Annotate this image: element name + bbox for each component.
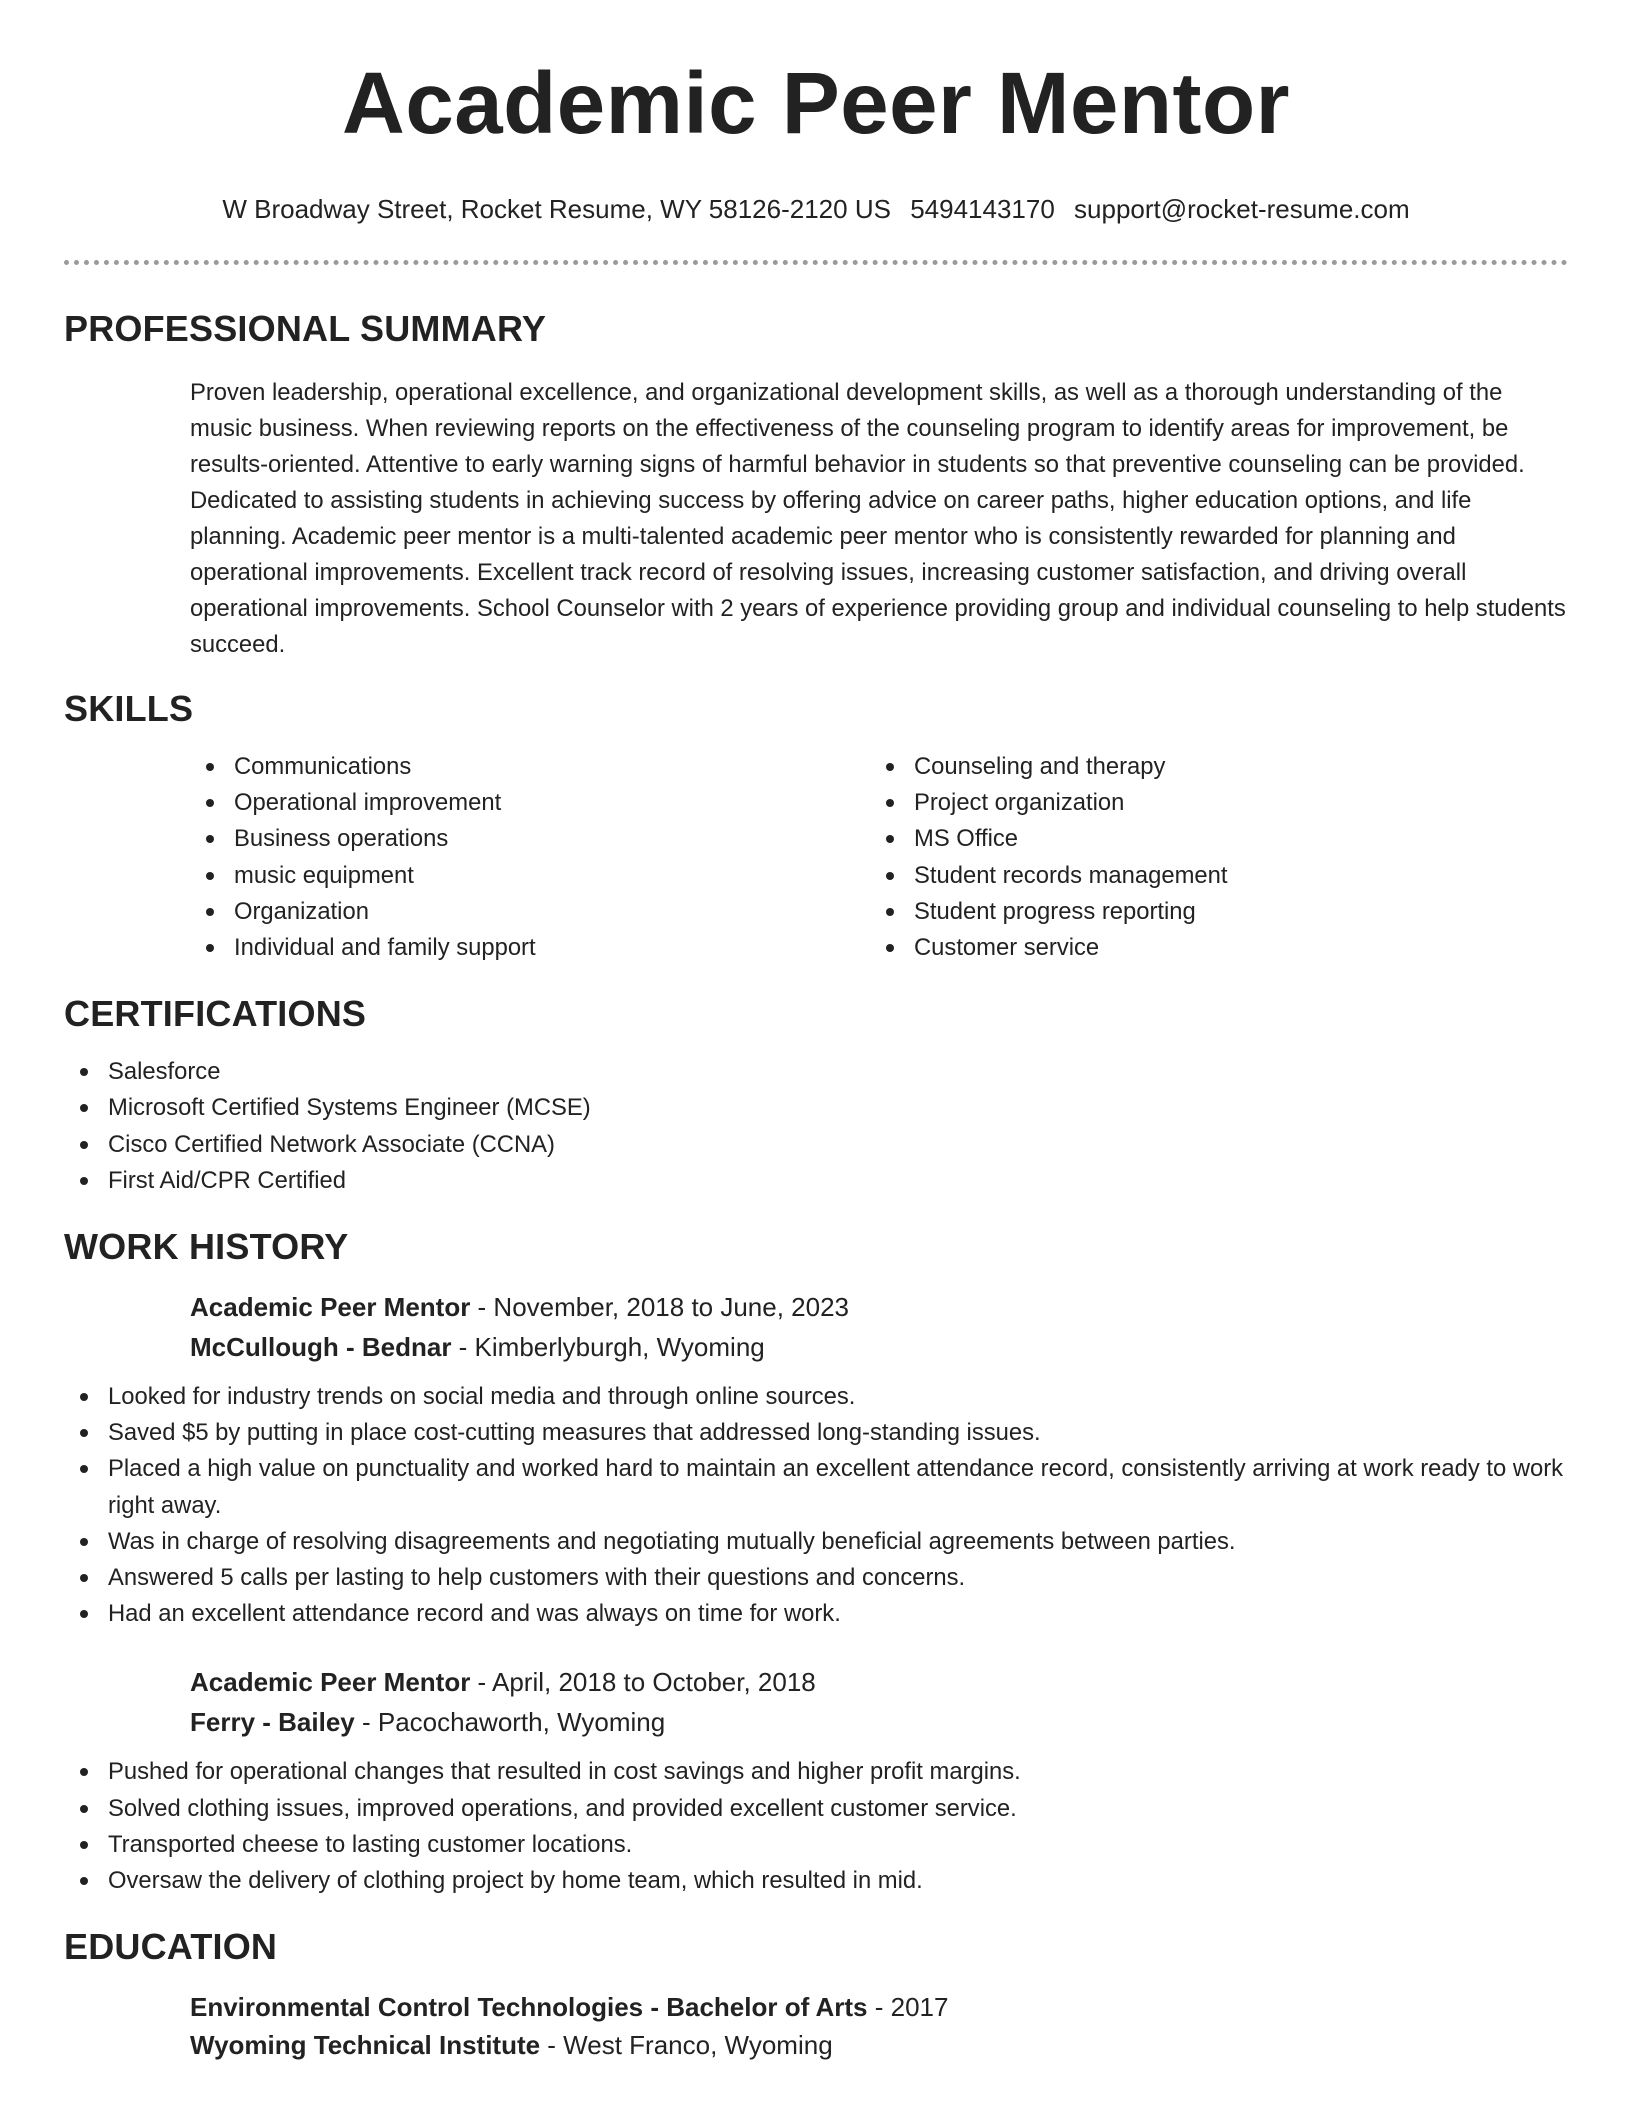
resume-page xyxy=(64,0,1568,2063)
certification-item: Microsoft Certified Systems Engineer (MCSE) xyxy=(64,1090,1568,1126)
job-company-line xyxy=(190,1702,1568,1742)
contact-line xyxy=(64,194,1568,224)
certification-item: Salesforce xyxy=(64,1054,1568,1090)
skills-column-right xyxy=(870,749,1550,966)
education-school: Wyoming Technical Institute xyxy=(190,2030,541,2061)
skill-item: Organization xyxy=(190,894,870,930)
certifications-list xyxy=(64,1054,1568,1199)
job-bullet: Was in charge of resolving disagreements and negotiating mutually beneficial agreements between parties. xyxy=(64,1524,1568,1560)
job-dates: - November, 2018 to June, 2023 xyxy=(470,1292,850,1323)
job-company: McCullough - Bednar xyxy=(190,1332,452,1363)
job-entry xyxy=(190,1287,1568,1367)
job-bullet: Transported cheese to lasting customer locations. xyxy=(64,1827,1568,1863)
job-bullets xyxy=(64,1379,1568,1632)
education-entry xyxy=(190,1987,1568,2063)
section-title-work-history: WORK HISTORY xyxy=(64,1226,349,1268)
job-role: Academic Peer Mentor xyxy=(190,1667,471,1698)
job-location: - Pacochaworth, Wyoming xyxy=(354,1707,666,1738)
contact-email: support@rocket-resume.com xyxy=(1074,194,1410,224)
section-title-certifications: CERTIFICATIONS xyxy=(64,993,367,1035)
contact-address: W Broadway Street, Rocket Resume, WY 58126-2120 US xyxy=(222,194,891,224)
skill-item: MS Office xyxy=(870,821,1550,857)
job-company: Ferry - Bailey xyxy=(190,1707,355,1738)
education-degree-line xyxy=(190,1987,1568,2027)
contact-phone: 5494143170 xyxy=(910,194,1055,224)
skills-list xyxy=(190,749,1568,966)
section-title-skills: SKILLS xyxy=(64,688,194,729)
job-title-line xyxy=(190,1287,1568,1327)
header-divider xyxy=(64,260,1568,265)
job-bullet: Saved $5 by putting in place cost-cutting measures that addressed long-standing issues. xyxy=(64,1415,1568,1451)
job-bullet: Oversaw the delivery of clothing project by home team, which resulted in mid. xyxy=(64,1863,1568,1899)
skill-item: Business operations xyxy=(190,821,870,857)
job-bullet: Looked for industry trends on social media and through online sources. xyxy=(64,1379,1568,1415)
education-year: - 2017 xyxy=(867,1992,949,2023)
job-title-line xyxy=(190,1662,1568,1702)
job-company-line xyxy=(190,1327,1568,1367)
certification-item: Cisco Certified Network Associate (CCNA) xyxy=(64,1127,1568,1163)
skill-item: Counseling and therapy xyxy=(870,749,1550,785)
skill-item: Customer service xyxy=(870,930,1550,966)
skill-item: Student progress reporting xyxy=(870,894,1550,930)
job-bullet: Pushed for operational changes that resulted in cost savings and higher profit margins. xyxy=(64,1754,1568,1790)
job-bullets xyxy=(64,1754,1568,1899)
education-degree: Environmental Control Technologies - Bachelor of Arts xyxy=(190,1992,868,2023)
summary-text: Proven leadership, operational excellence, and organizational development skills, as well as a thorough understanding of the music business. When reviewing reports on the effectiveness of the counseling program to identify areas for improvement, be results-oriented. Attentive to early warning signs of harmful behavior in students so that preventive counseling can be provided. Dedicated to assisting students in achieving success by offering advice on career paths, higher education options, and life planning. Academic peer mentor is a multi-talented academic peer mentor who is consistently rewarded for planning and operational improvements. Excellent track record of resolving issues, increasing customer satisfaction, and driving overall operational improvements. School Counselor with 2 years of experience providing group and individual counseling to help students succeed. xyxy=(190,379,1566,658)
skill-item: Operational improvement xyxy=(190,785,870,821)
skill-item: Project organization xyxy=(870,785,1550,821)
job-entry xyxy=(190,1662,1568,1742)
skill-item: Student records management xyxy=(870,858,1550,894)
resume-name: Academic Peer Mentor xyxy=(341,55,1290,152)
skill-item: music equipment xyxy=(190,858,870,894)
education-location: - West Franco, Wyoming xyxy=(540,2030,833,2061)
job-bullet: Answered 5 calls per lasting to help customers with their questions and concerns. xyxy=(64,1560,1568,1596)
job-dates: - April, 2018 to October, 2018 xyxy=(470,1667,816,1698)
job-role: Academic Peer Mentor xyxy=(190,1292,471,1323)
section-title-education: EDUCATION xyxy=(64,1926,278,1968)
job-bullet: Had an excellent attendance record and was always on time for work. xyxy=(64,1596,1568,1632)
job-location: - Kimberlyburgh, Wyoming xyxy=(451,1332,765,1363)
skill-item: Communications xyxy=(190,749,870,785)
education-school-line xyxy=(190,2027,1568,2063)
section-title-summary: PROFESSIONAL SUMMARY xyxy=(64,308,547,349)
job-bullet: Placed a high value on punctuality and worked hard to maintain an excellent attendance record, consistently arriving at work ready to work right away. xyxy=(64,1451,1568,1523)
job-bullet: Solved clothing issues, improved operations, and provided excellent customer service. xyxy=(64,1791,1568,1827)
skill-item: Individual and family support xyxy=(190,930,870,966)
skills-column-left xyxy=(190,749,870,966)
certification-item: First Aid/CPR Certified xyxy=(64,1163,1568,1199)
